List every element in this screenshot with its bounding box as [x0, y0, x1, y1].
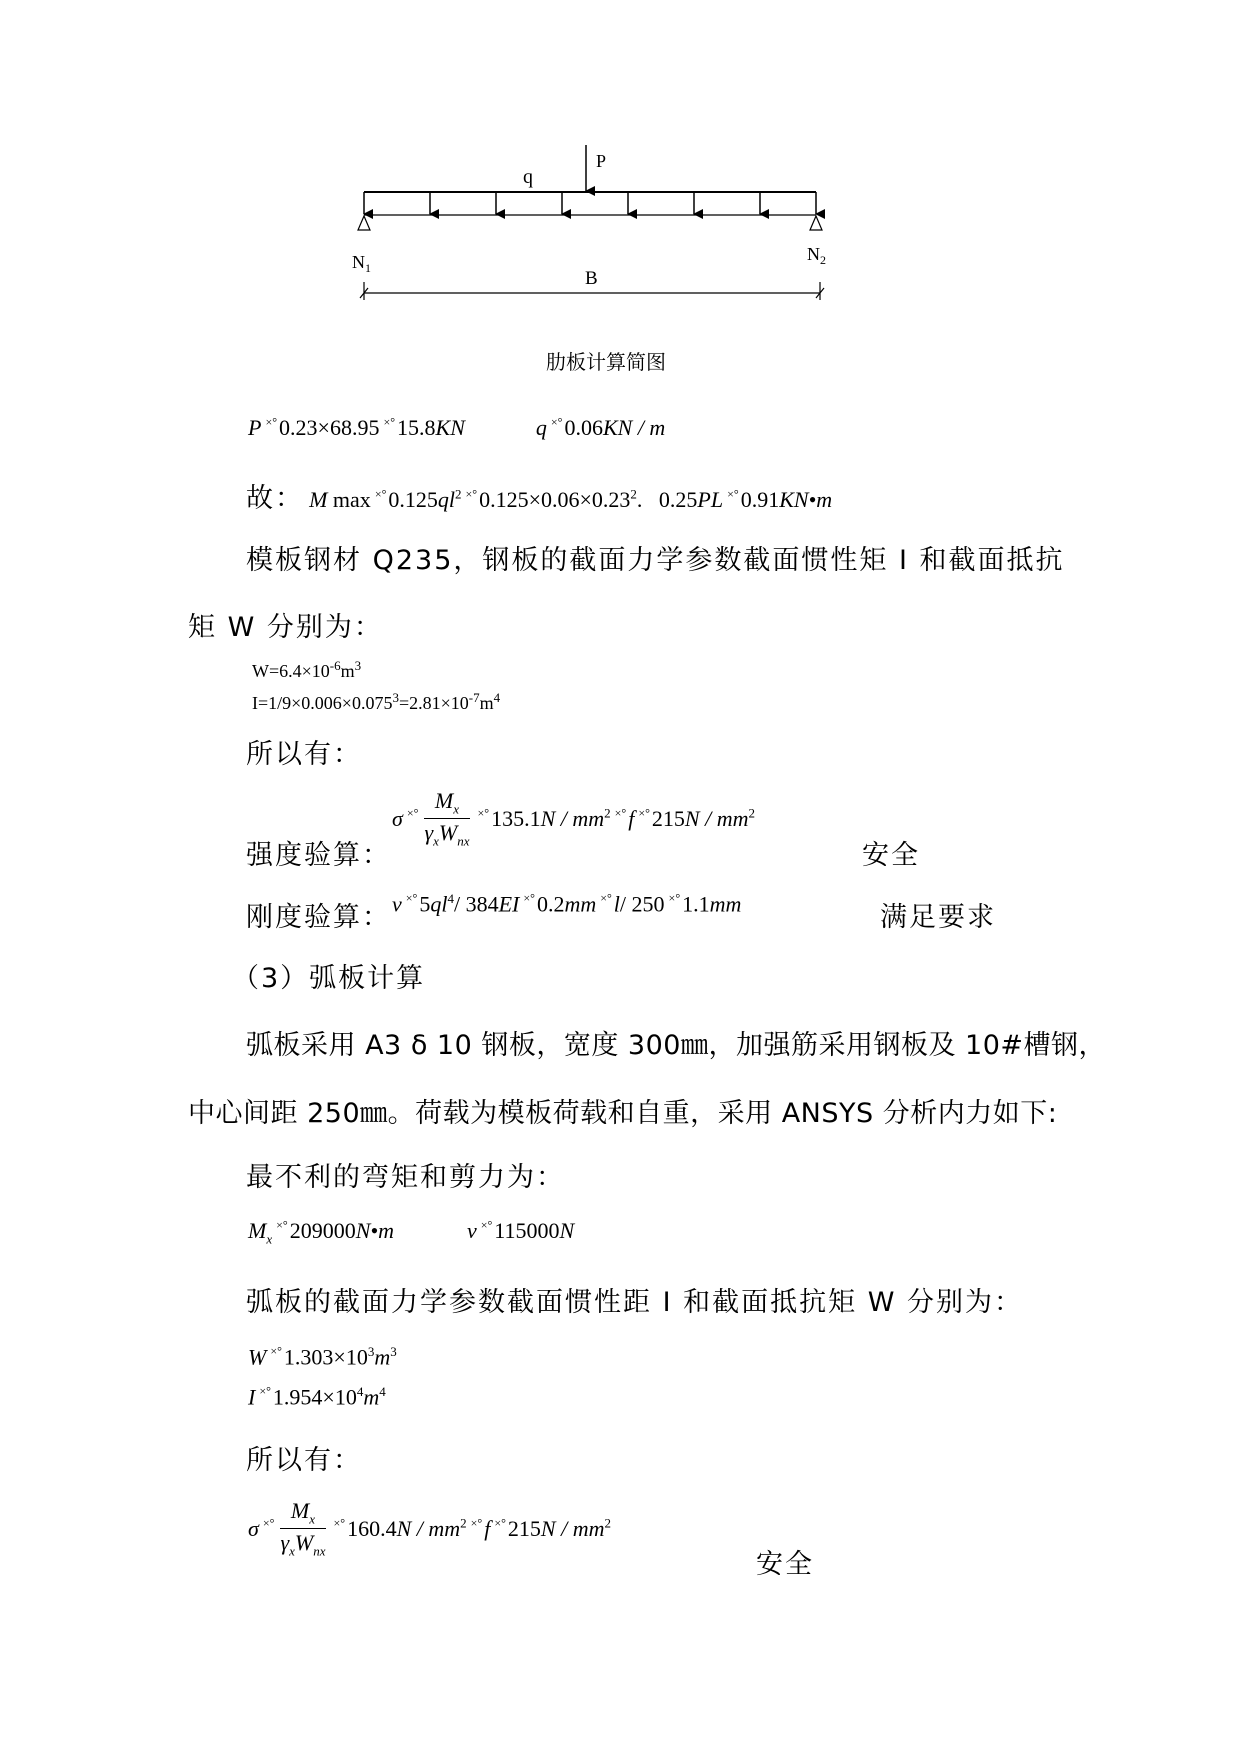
label-B: B [585, 268, 598, 289]
value-W-2: W $^{\times^\circ}1.303\times 10^3m^3$ [248, 1344, 397, 1370]
paragraph-arc-plate-line2: 中心间距 250㎜。荷载为模板荷载和自重，采用 ANSYS 分析内力如下: [188, 1098, 1058, 1129]
equation-strength-1: σ ×° $\frac{M_x}{\gamma_xW_{nx}}$ $^{\times^\circ}135.1N / mm^2$ ×°f $^{\times^\circ}215N / mm^2$ [392, 788, 755, 849]
label-strength-check-1: 强度验算： [246, 840, 391, 871]
support-left-icon [358, 216, 370, 230]
result-strength-1: 安全 [862, 840, 920, 871]
text-suoyi-2: 所以有： [246, 1445, 362, 1476]
result-stiffness: 满足要求 [880, 902, 996, 933]
paragraph-worst-moment: 最不利的弯矩和剪力为： [246, 1162, 565, 1193]
label-stiffness-check: 刚度验算： [246, 902, 391, 933]
distributed-load-arrows [364, 192, 816, 214]
label-P: P [596, 151, 607, 171]
paragraph-arc-section: 弧板的截面力学参数截面惯性距 I 和截面抵抗矩 W 分别为： [246, 1287, 1023, 1318]
paragraph-steel-material-line2: 矩 W 分别为： [188, 612, 383, 643]
equation-Mx-v: $M_x^{\times^\circ}209000N•m$ v ×°115000N [248, 1218, 575, 1247]
value-I-2: I $^{\times^\circ}1.954\times 10^4m^4$ [248, 1384, 386, 1410]
value-W-1: $W=6.4\times 10^{-6}m^3$ [252, 658, 362, 681]
text-suoyi-1: 所以有： [246, 739, 362, 770]
section-heading-3: （3）弧板计算 [232, 963, 426, 994]
equation-stiffness: v $^{\times^\circ}5ql^4/$ 384EI ×°0.2mm ×°l/ 250 ×°1.1mm [392, 891, 742, 917]
diagram-caption: 肋板计算简图 [546, 350, 666, 374]
label-q: q [523, 166, 533, 188]
label-N2: $N_2$ [807, 244, 826, 267]
paragraph-steel-material-line1: 模板钢材 Q235，钢板的截面力学参数截面惯性矩 I 和截面抵抗 [246, 545, 1065, 576]
value-I-1: $I=1/9\times 0.006\times 0.075^3=2.81\times 10^{-7}m^4$ [252, 690, 501, 713]
beam-diagram [330, 140, 910, 340]
equation-Mmax: 故： M $\max ^{\times^\circ}0.125ql^2$ $^{\times^\circ}0.125\times 0.06\times 0.23^2$. 0.25PL ×°0.91KN•m [246, 483, 833, 514]
equation-P-q: P ×°0.23×68.95 ×°15.8KN q ×°0.06KN / m [248, 415, 666, 440]
paragraph-arc-plate-line1: 弧板采用 A3 δ 10 钢板，宽度 300㎜，加强筋采用钢板及 10#槽钢， [246, 1030, 1107, 1061]
equation-strength-2: σ ×° $\frac{M_x}{\gamma_xW_{nx}}$ $^{\times^\circ}160.4N / mm^2$ ×°f $^{\times^\circ}215N / mm^2$ [248, 1498, 611, 1559]
support-right-icon [810, 216, 822, 230]
result-strength-2: 安全 [756, 1549, 814, 1580]
label-N1: $N_1$ [352, 252, 371, 275]
